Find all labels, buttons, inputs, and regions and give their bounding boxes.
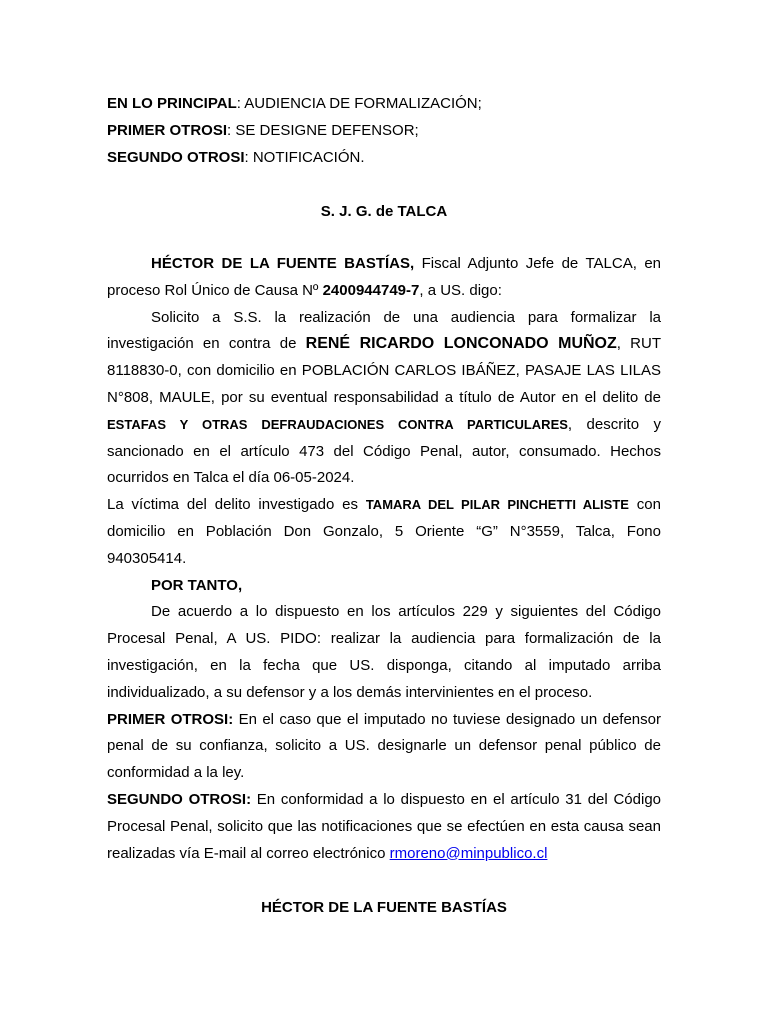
- primer-otrosi-text: En el caso que el imputado no tuviese designado un defensor penal de su confianza, solicito a US. designarle un defensor penal público de conformidad a la ley.: [107, 710, 661, 782]
- sumilla: [107, 90, 661, 171]
- sumilla-principal: [107, 90, 661, 117]
- sumilla-text: : NOTIFICACIÓN.: [244, 149, 365, 166]
- sumilla-label: PRIMER OTROSI: [107, 122, 228, 139]
- email-link[interactable]: rmoreno@minpublico.cl: [389, 844, 548, 862]
- sumilla-segundo-otrosi: [107, 144, 661, 171]
- sumilla-label: EN LO PRINCIPAL: [107, 95, 237, 112]
- ruc-number: 2400944749-7: [322, 281, 420, 299]
- document-body: [107, 251, 661, 867]
- document-page: [107, 90, 661, 921]
- fiscal-name: HÉCTOR DE LA FUENTE BASTÍAS,: [151, 255, 415, 272]
- sumilla-text: : AUDIENCIA DE FORMALIZACIÓN;: [236, 95, 482, 112]
- delito-name: ESTAFAS Y OTRAS DEFRAUDACIONES CONTRA PARTICULARES: [107, 416, 568, 432]
- solicitud-paragraph: [107, 305, 661, 493]
- solicitud-text-2: , RUT 8118830-0, con domicilio en POBLACIÓN CARLOS IBÁÑEZ, PASAJE LAS LILAS N°808, MAULE, por su eventual responsabilidad a título de Autor en el delito de: [107, 335, 661, 406]
- intro-text-1: Fiscal Adjunto Jefe de TALCA, en proceso Rol Único de Causa Nº: [107, 255, 662, 299]
- victima-text-1: La víctima del delito investigado es: [107, 496, 366, 514]
- solicitud-text-1: Solicito a S.S. la realización de una audiencia para formalizar la investigación en contra de: [107, 308, 661, 353]
- petitorio-paragraph: De acuerdo a lo dispuesto en los artículos 229 y siguientes del Código Procesal Penal, A US. PIDO: realizar la audiencia para formalización de la investigación, en la fecha que US. disponga, citando al imputado arriba individualizado, a su defensor y a los demás intervinientes en el proceso.: [107, 603, 661, 701]
- tribunal-heading: S. J. G. de TALCA: [320, 203, 448, 220]
- sumilla-text: : SE DESIGNE DEFENSOR;: [227, 122, 419, 139]
- sumilla-label: SEGUNDO OTROSI: [107, 149, 245, 166]
- intro-text-2: , a US. digo:: [419, 281, 502, 299]
- segundo-otrosi-text: En conformidad a lo dispuesto en el artículo 31 del Código Procesal Penal, solicito que las notificaciones que se efectúen en esta causa sean realizadas vía E-mail al correo electrónico: [107, 790, 661, 862]
- sumilla-primer-otrosi: [107, 117, 661, 144]
- primer-otrosi-paragraph: [107, 707, 661, 787]
- victima-paragraph: [107, 492, 661, 572]
- victima-text-2: con domicilio en Población Don Gonzalo, 5 Oriente “G” N°3559, Talca, Fono 940305414.: [107, 496, 661, 567]
- segundo-otrosi-paragraph: [107, 787, 661, 867]
- segundo-otrosi-label: SEGUNDO OTROSI:: [107, 790, 252, 808]
- solicitud-text-3: , descrito y sancionado en el artículo 473 del Código Penal, autor, consumado. Hechos ocurridos en Talca el día 06-05-2024.: [107, 415, 661, 487]
- por-tanto-heading: POR TANTO,: [151, 576, 243, 594]
- intro-paragraph: [107, 251, 661, 305]
- imputado-name: RENÉ RICARDO LONCONADO MUÑOZ: [305, 335, 617, 353]
- primer-otrosi-label: PRIMER OTROSI:: [107, 710, 234, 728]
- victima-name: TAMARA DEL PILAR PINCHETTI ALISTE: [365, 497, 629, 513]
- signature-name: HÉCTOR DE LA FUENTE BASTÍAS: [261, 899, 507, 917]
